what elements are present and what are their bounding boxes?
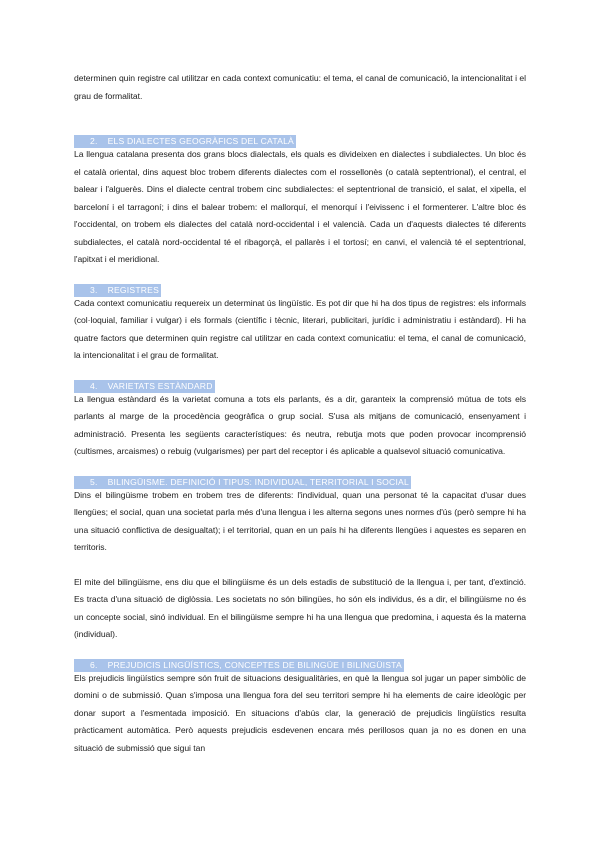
section-title: ELS DIALECTES GEOGRÀFICS DEL CATALÀ [107,136,294,146]
section-title: REGISTRES [107,284,160,295]
paragraph-dialectes: La llengua catalana presenta dos grans blocs dialectals, els quals es divideixen en dialectes i subdialectes. Un bloc és el català oriental, dins aquest bloc trobem diferents dialectes com el rossellonès (o català septentrional), el central, el balear i l'alguerès. Dins el dialecte central trobem cinc subdialectes: el septentrional de transició, el salat, el xipella, el barceloní i el tarragoní; i dins el balear trobem: el mallorquí, el menorquí i l'eivissenc i el formenterer. L'altre bloc és l'occidental, on trobem els dialectes del català nord-occidental i el valencià. Cada un d'aquests dialectes té diferents subdialectes, el català nord-occidental té el ribagorçà, el pallarès i el tortosí; en canvi, el valencià té el septentrional, l'apitxat i el meridional. [74,149,526,264]
paragraph-mite-bilinguisme: El mite del bilingüisme, ens diu que el bilingüisme és un dels estadis de substitució de la llengua i, per tant, d'extinció. Es tracta d'una situació de diglòssia. Les societats no són bilingües, ho són els individus, és a dir, el bilingüisme no és un concepte social, sinó individual. En el bilingüisme sempre hi ha una llengua que predomina, i aquesta és la materna (individual). [74,576,526,639]
document-content [74,70,526,757]
paragraph-prejudicis: Els prejudicis lingüístics sempre són fruit de situacions desigualitàries, en què la llengua sol jugar un paper simbòlic de domini o de submissió. Quan s'imposa una llengua fora del seu territori sempre hi ha elements de caire ideològic per donar suport a l'esmentada imposició. En situacions d'abús clar, la generació de prejudicis lingüístics resulta pràcticament automàtica. Però aquests prejudicis esdevenen encara més perillosos quan ja no es donen en una situació de submissió que sigui tan [74,672,526,753]
paragraph-registres: Cada context comunicatiu requereix un determinat ús lingüístic. Es pot dir que hi ha dos tipus de registres: els informals (col·loquial, familiar i vulgar) i els formals (científic i tècnic, literari, publicitari, jurídic i administratiu i estàndard). Hi ha quatre factors que determinen quin registre cal utilitzar en cada context comunicatiu: el tema, el canal de comunicació, la intencionalitat i el grau de formalitat. [74,297,526,360]
section-number: 4. [90,380,98,391]
section-number: 3. [90,284,98,295]
section-title: BILINGÜISME. DEFINICIÓ I TIPUS: INDIVIDUAL, TERRITORIAL I SOCIAL [107,476,409,487]
section-number: 2. [90,136,98,146]
paragraph-intro-continuation: determinen quin registre cal utilitzar en cada context comunicatiu: el tema, el canal de comunicació, la intencionalitat i el grau de formalitat. [74,73,526,101]
paragraph-estandard: La llengua estàndard és la varietat comuna a tots els parlants, és a dir, garanteix la comprensió mútua de tots els parlants al marge de la procedència geogràfica o grup social. S'usa als mitjans de comunicació, ensenyament i administració. Presenta les següents característiques: és neutra, rebutja mots que poden provocar incomprensió (cultismes, arcaismes) o rebuig (vulgarismes) per part del receptor i és aplicable a qualsevol situació comunicativa. [74,393,526,456]
section-number: 6. [90,659,98,670]
section-title: VARIETATS ESTÀNDARD [107,380,213,391]
section-title: PREJUDICIS LINGÜÍSTICS, CONCEPTES DE BILINGÜE I BILINGÜISTA [107,659,402,670]
paragraph-bilinguisme-tipus: Dins el bilingüisme trobem en trobem tres de diferents: l'individual, quan una personat té la capacitat d'usar dues llengües; el social, quan una societat parla més d'una llengua i les alterna segons unes normes d'ús (però sempre hi ha una situació conflictiva de desigualtat); i el territorial, quan en un país hi ha diferents llengües i aquestes es separen en territoris. [74,489,526,552]
section-number: 5. [90,476,98,487]
